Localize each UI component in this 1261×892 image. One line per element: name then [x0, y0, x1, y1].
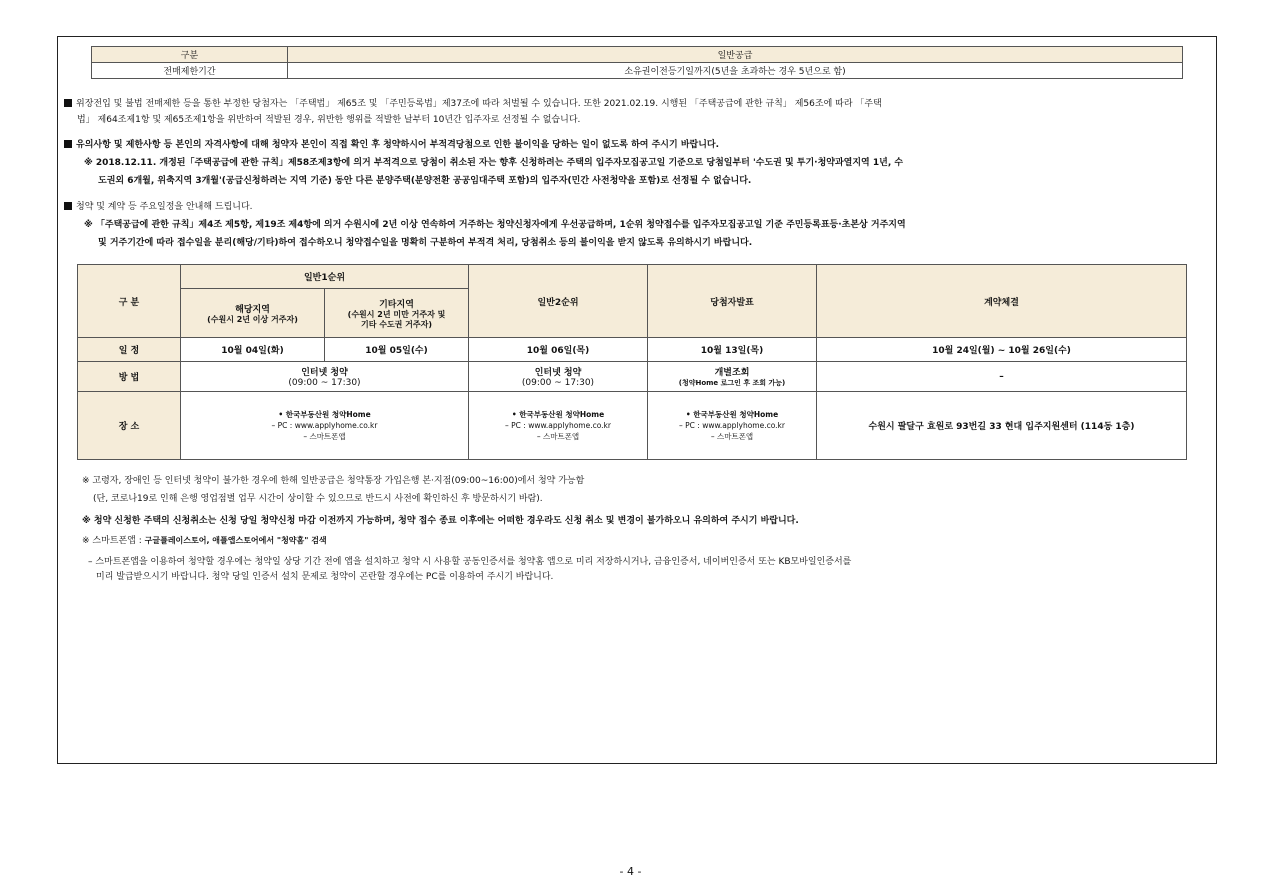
date-other: 10월 05일(수): [325, 338, 469, 362]
method-announce: 개별조회 (청약Home 로그인 후 조회 가능): [648, 362, 817, 392]
resale-row-value: 소유권이전등기일까지(5년을 초과하는 경우 5년으로 함): [288, 63, 1183, 79]
page-number: - 4 -: [619, 865, 642, 878]
square-bullet-icon: [64, 99, 72, 107]
col-second-priority: 일반2순위: [469, 265, 648, 338]
square-bullet-icon: [64, 140, 72, 148]
date-local: 10월 04일(화): [181, 338, 325, 362]
col-gubun: 구 분: [78, 265, 181, 338]
notice-priority-supply: ※ 「주택공급에 관한 규칙」제4조 제5항, 제19조 제4항에 의거 수원시에 2년 이상 연속하여 거주하는 청약신청자에게 우선공급하며, 1순위 청약접수를 입주자모집공고일 기준 주민등록표등·초본상 거주지역 및 거주기간에 따라 접수일을 분리(해당/기타)하여 접수하오니 청약접수일을 명확히 구분하여 부적격 처리, 당첨취소 등의 불이익을 받지 않도록 유의하시기 바랍니다.: [84, 220, 906, 248]
notice-disqualification: ※ 2018.12.11. 개정된「주택공급에 관한 규칙」제58조제3항에 의거 부적격으로 당첨이 취소된 자는 향후 신청하려는 주택의 입주자모집공고일 기준으로 당첨일부터 '수도권 및 투기·청약과열지역 1년, 수 도권외 6개월, 위축지역 3개월'(공급신청하려는 지역 기준) 동안 다른 분양주택(분양전환 공공임대주택 포함)의 입주자(민간 사전청약을 포함)로 선정될 수 없습니다.: [84, 158, 904, 186]
method-first: 인터넷 청약 (09:00 ~ 17:30): [181, 362, 469, 392]
notice-eligibility: 유의사항 및 제한사항 등 본인의 자격사항에 대해 청약자 본인이 직접 확인 후 청약하시어 부적격당첨으로 인한 불이익을 당하는 일이 없도록 하여 주시기 바랍니다.: [64, 139, 1204, 152]
schedule-table: [77, 264, 1187, 460]
method-contract: –: [817, 362, 1187, 392]
row-label-date: 일 정: [78, 338, 181, 362]
date-second: 10월 06일(목): [469, 338, 648, 362]
square-bullet-icon: [64, 202, 72, 210]
resale-row-label: 전매제한기간: [92, 63, 288, 79]
row-schedule: [78, 338, 1187, 362]
place-second: • 한국부동산원 청약Home – PC : www.applyhome.co.kr – 스마트폰앱: [469, 392, 648, 460]
col-contract: 계약체결: [817, 265, 1187, 338]
note-elderly: ※ 고령자, 장애인 등 인터넷 청약이 불가한 경우에 한해 일반공급은 청약통장 가입은행 본·지점(09:00~16:00)에서 청약 가능함 (단, 코로나19로 인해 은행 영업점별 업무 시간이 상이할 수 있으므로 반드시 사전에 확인하신 후 방문하시기 바람).: [82, 476, 585, 504]
note-smartphone-app: ※ 스마트폰앱 : 구글플레이스토어, 애플앱스토어에서 "청약홈" 검색: [82, 536, 327, 546]
note-cancellation: ※ 청약 신청한 주택의 신청취소는 신청 당일 청약신청 마감 이전까지 가능하며, 청약 접수 종료 이후에는 어떠한 경우라도 신청 취소 및 변경이 불가하오니 유의하여 주시기 바랍니다.: [82, 516, 799, 526]
row-label-method: 방 법: [78, 362, 181, 392]
date-contract: 10월 24일(월) ~ 10월 26일(수): [817, 338, 1187, 362]
place-announce: • 한국부동산원 청약Home – PC : www.applyhome.co.kr – 스마트폰앱: [648, 392, 817, 460]
row-method: [78, 362, 1187, 392]
row-place: [78, 392, 1187, 460]
col-winner-announce: 당첨자발표: [648, 265, 817, 338]
col-local-area: 해당지역 (수원시 2년 이상 거주자): [181, 289, 325, 338]
notice-schedule-intro: 청약 및 계약 등 주요일정을 안내해 드립니다.: [64, 201, 1204, 214]
row-label-place: 장 소: [78, 392, 181, 460]
date-announce: 10월 13일(목): [648, 338, 817, 362]
notice-fraud: 위장전입 및 불법 전매제한 등을 통한 부정한 당첨자는 「주택법」 제65조 및 「주민등록법」제37조에 따라 처벌될 수 있습니다. 또한 2021.02.19. 시행된 「주택공급에 관한 규칙」 제56조에 따라 「주택 법」 제64조제1항 및 제65조제1항을 위반하여 적발된 경우, 위반한 행위를 적발한 날부터 10년간 입주자로 선정될 수 없습니다.: [64, 98, 1204, 127]
place-first: • 한국부동산원 청약Home – PC : www.applyhome.co.kr – 스마트폰앱: [181, 392, 469, 460]
resale-restriction-table: [91, 46, 1183, 79]
note-certificate: – 스마트폰앱을 이용하여 청약할 경우에는 청약일 상당 기간 전에 앱을 설치하고 청약 시 사용할 공동인증서를 청약홈 앱으로 미리 저장하시거나, 금융인증서, 네이버인증서 또는 KB모바일인증서를 미리 발급받으시기 바랍니다. 청약 당일 인증서 설치 문제로 청약이 곤란할 경우에는 PC를 이용하여 주시기 바랍니다.: [88, 557, 852, 582]
col-other-area: 기타지역 (수원시 2년 미만 거주자 및 기타 수도권 거주자): [325, 289, 469, 338]
place-contract: 수원시 팔달구 효원로 93번길 33 현대 입주지원센터 (114동 1층): [817, 392, 1187, 460]
resale-header-category: 구분: [92, 47, 288, 63]
resale-header-general: 일반공급: [288, 47, 1183, 63]
method-second: 인터넷 청약 (09:00 ~ 17:30): [469, 362, 648, 392]
col-first-priority: 일반1순위: [181, 265, 469, 289]
